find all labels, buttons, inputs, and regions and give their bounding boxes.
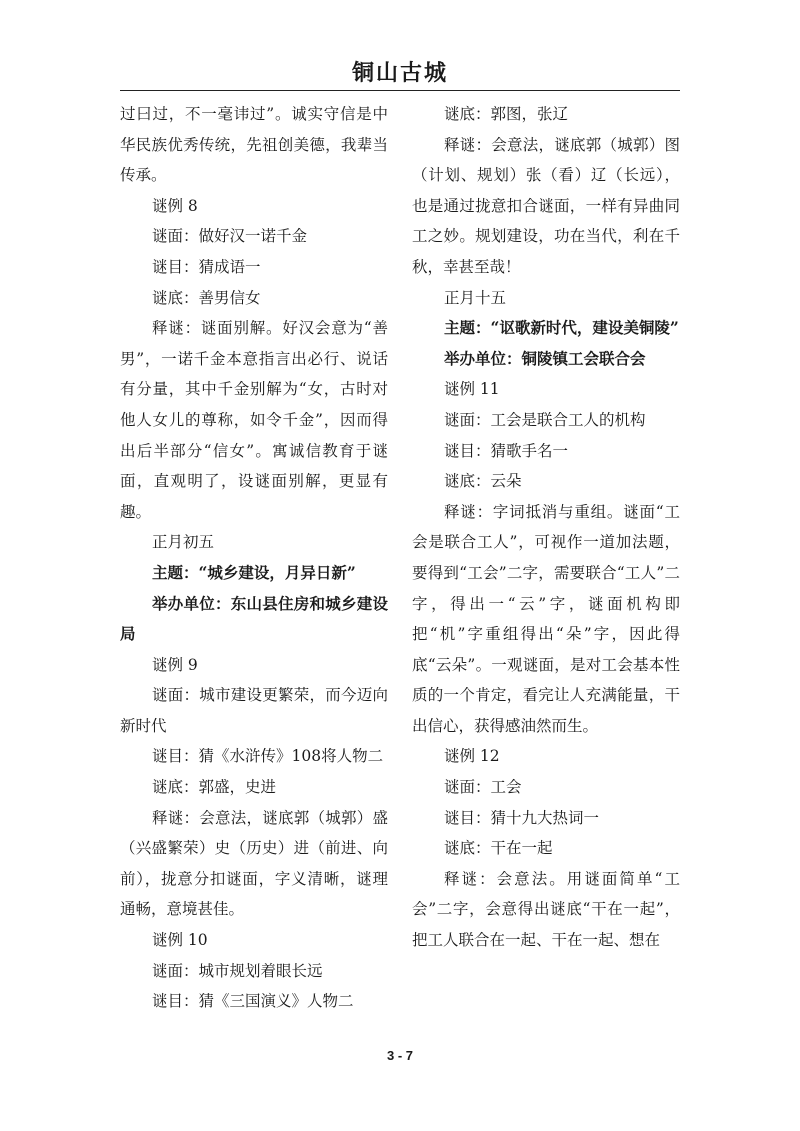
riddle-8-category: 谜目：猜成语一	[152, 257, 261, 276]
riddle-9-category: 谜目：猜《水浒传》108将人物二	[152, 747, 384, 766]
date-heading-day5: 正月初五	[152, 533, 215, 552]
riddle-10-answer: 谜底：郭图，张辽	[444, 105, 569, 123]
right-column	[412, 99, 680, 1049]
paragraph-continuation: 过曰过，不一毫讳过”。诚实守信是中华民族优秀传统，先祖创美德，我辈当传承。	[120, 105, 388, 185]
riddle-8-answer: 谜底：善男信女	[152, 288, 261, 307]
riddle-12-face: 谜面：工会	[444, 778, 522, 797]
riddle-10-explanation: 释谜：会意法，谜底郭（城郭）图（计划、规划）张（看）辽（长远），也是通过拢意扣合谜面，一样有异曲同工之妙。规划建设，功在当代，利在千秋，幸甚至哉！	[412, 135, 680, 276]
organizer-heading-day5: 举办单位：东山县住房和城乡建设局	[120, 593, 388, 644]
riddle-9-label: 谜例 9	[152, 655, 198, 674]
theme-heading-day15: 主题：“讴歌新时代，建设美铜陵”	[444, 318, 679, 338]
riddle-9-answer: 谜底：郭盛，史进	[152, 778, 277, 797]
page-number: 3 - 7	[386, 1048, 413, 1063]
riddle-12-answer: 谜底：干在一起	[444, 839, 553, 858]
left-column	[120, 99, 388, 1049]
riddle-8-explanation: 释谜：谜面别解。好汉会意为“善男”，一诺千金本意指言出必行、说话有分量，其中千金别解为“女，古时对他人女儿的尊称，如令千金”，因而得出后半部分“信女”。寓诚信教育于谜面，直观明了，设谜面别解，更显有趣。	[120, 319, 388, 521]
riddle-8-label: 谜例 8	[152, 196, 198, 215]
date-heading-day15: 正月十五	[444, 288, 507, 307]
riddle-8-face: 谜面：做好汉一诺千金	[152, 227, 308, 246]
riddle-12-explanation: 释谜：会意法。用谜面简单“工会”二字，会意得出谜底“干在一起”，把工人联合在一起、干在一起、想在	[412, 869, 680, 950]
theme-heading-day5: 主题：“城乡建设，月异日新”	[152, 562, 356, 582]
riddle-12-label: 谜例 12	[444, 747, 500, 766]
riddle-11-category: 谜目：猜歌手名一	[444, 441, 569, 460]
riddle-9-explanation: 释谜：会意法，谜底郭（城郭）盛（兴盛繁荣）史（历史）进（前进、向前），拢意分扣谜面，字义清晰，谜理通畅，意境甚佳。	[120, 808, 388, 919]
riddle-11-answer: 谜底：云朵	[444, 472, 522, 491]
riddle-11-face: 谜面：工会是联合工人的机构	[444, 410, 646, 429]
riddle-11-explanation: 释谜：字词抵消与重组。谜面“工会是联合工人”，可视作一道加法题，要得到“工会”二字，需要联合“工人”二字，得出一“云”字，谜面机构即把“机”字重组得出“朵”字，因此得底“云朵”。一观谜面，是对工会基本性质的一个肯定，看完让人充满能量，干出信心，获得感油然而生。	[412, 502, 680, 735]
riddle-10-face: 谜面：城市规划着眼长远	[152, 961, 323, 980]
organizer-heading-day15: 举办单位：铜陵镇工会联合会	[444, 348, 646, 368]
riddle-10-label: 谜例 10	[152, 931, 208, 950]
riddle-9-face: 谜面：城市建设更繁荣，而今迈向新时代	[120, 686, 388, 735]
riddle-10-category: 谜目：猜《三国演义》人物二	[152, 992, 354, 1011]
riddle-12-category: 谜目：猜十九大热词一	[444, 808, 600, 827]
header-divider	[120, 90, 680, 91]
running-header-title: 铜山古城	[351, 60, 448, 86]
riddle-11-label: 谜例 11	[444, 380, 500, 399]
